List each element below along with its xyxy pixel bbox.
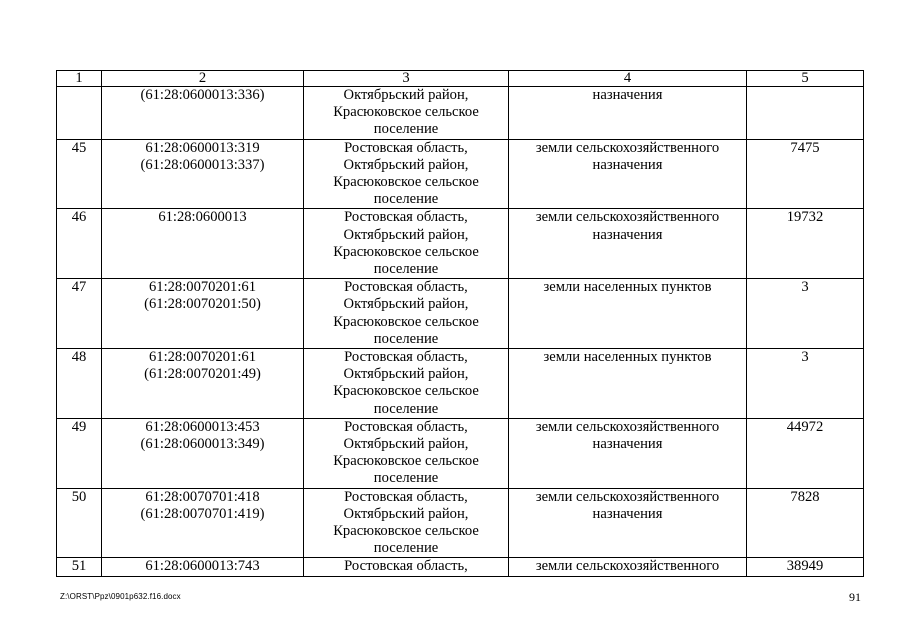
location-line: Ростовская область, [344, 349, 468, 366]
cadastral-number-line: 61:28:0600013:319 [145, 139, 260, 156]
land-plots-table [56, 70, 864, 577]
location-line: Ростовская область, [344, 209, 468, 226]
cadastral-number-cell [102, 558, 304, 576]
footer-file-path: Z:\ORST\Ppz\0901p632.f16.docx [60, 592, 181, 601]
location-line: Красюковское сельское [333, 453, 479, 470]
area-cell: 19732 [747, 209, 864, 279]
row-number-cell: 49 [57, 418, 102, 488]
location-line: поселение [373, 191, 439, 208]
location-line: поселение [373, 540, 439, 557]
land-category-cell [509, 209, 747, 279]
location-cell [304, 139, 509, 209]
column-header-2: 2 [102, 71, 304, 87]
cadastral-number-line: (61:28:0600013:336) [140, 87, 265, 103]
cadastral-number-cell [102, 139, 304, 209]
cadastral-number-line: 61:28:0070701:418 [145, 488, 260, 505]
land-category-cell [509, 87, 747, 140]
location-line: Октябрьский район, [343, 366, 469, 383]
row-number-cell: 46 [57, 209, 102, 279]
area-cell [747, 87, 864, 140]
table-header-row [57, 71, 864, 87]
cadastral-number-line: (61:28:0070201:49) [144, 366, 261, 383]
location-cell [304, 418, 509, 488]
area-cell: 44972 [747, 418, 864, 488]
table-row [57, 279, 864, 349]
land-category-line: земли населенных пунктов [543, 349, 712, 366]
land-category-line: земли сельскохозяйственного [535, 209, 720, 226]
location-cell [304, 488, 509, 558]
location-line: поселение [373, 330, 439, 347]
location-cell [304, 209, 509, 279]
row-number-cell: 51 [57, 558, 102, 576]
location-line: Октябрьский район, [343, 156, 469, 173]
table-row [57, 488, 864, 558]
location-line: Красюковское сельское [333, 104, 479, 121]
land-category-cell [509, 349, 747, 419]
location-line: Октябрьский район, [343, 226, 469, 243]
column-header-4: 4 [509, 71, 747, 87]
area-cell: 3 [747, 349, 864, 419]
cadastral-number-cell [102, 488, 304, 558]
land-category-line: земли сельскохозяйственного [535, 488, 720, 505]
location-line: Октябрьский район, [343, 296, 469, 313]
row-number-cell: 48 [57, 349, 102, 419]
cadastral-number-cell [102, 87, 304, 140]
location-line: Ростовская область, [344, 558, 468, 575]
cadastral-number-line: 61:28:0070201:61 [148, 349, 257, 366]
cadastral-number-line: (61:28:0070701:419) [140, 505, 265, 522]
table-row [57, 558, 864, 576]
location-line: Ростовская область, [344, 418, 468, 435]
land-category-line: назначения [592, 505, 663, 522]
location-line: поселение [373, 261, 439, 278]
cadastral-number-cell [102, 279, 304, 349]
location-line: Октябрьский район, [343, 87, 469, 103]
location-line: Ростовская область, [344, 488, 468, 505]
cadastral-number-line: (61:28:0070201:50) [144, 296, 261, 313]
location-cell [304, 349, 509, 419]
location-line: Красюковское сельское [333, 174, 479, 191]
land-category-line: назначения [592, 436, 663, 453]
location-line: поселение [373, 121, 439, 138]
land-category-cell [509, 279, 747, 349]
page-number: 91 [849, 590, 861, 604]
area-cell: 7828 [747, 488, 864, 558]
cadastral-number-line: 61:28:0600013:453 [145, 418, 260, 435]
column-header-5: 5 [747, 71, 864, 87]
column-header-3: 3 [304, 71, 509, 87]
location-line: Красюковское сельское [333, 383, 479, 400]
land-category-line: земли сельскохозяйственного [535, 558, 720, 575]
table-row [57, 87, 864, 140]
table-row [57, 349, 864, 419]
location-line: Красюковское сельское [333, 313, 479, 330]
cadastral-number-cell [102, 209, 304, 279]
cadastral-number-line: (61:28:0600013:349) [140, 436, 265, 453]
cadastral-number-line: 61:28:0600013 [158, 209, 247, 226]
land-category-cell [509, 488, 747, 558]
location-line: Ростовская область, [344, 279, 468, 296]
cadastral-number-line: (61:28:0600013:337) [140, 156, 265, 173]
land-category-line: земли населенных пунктов [543, 279, 712, 296]
row-number-cell: 45 [57, 139, 102, 209]
land-category-line: назначения [592, 226, 663, 243]
location-cell [304, 558, 509, 576]
land-category-line: назначения [592, 87, 663, 103]
area-cell: 3 [747, 279, 864, 349]
location-line: поселение [373, 470, 439, 487]
land-category-cell [509, 418, 747, 488]
location-line: Октябрьский район, [343, 505, 469, 522]
location-line: Октябрьский район, [343, 436, 469, 453]
land-category-cell [509, 558, 747, 576]
table-body [57, 71, 864, 577]
cadastral-number-line: 61:28:0600013:743 [145, 558, 260, 575]
cadastral-number-cell [102, 349, 304, 419]
cadastral-number-line: 61:28:0070201:61 [148, 279, 257, 296]
land-category-line: назначения [592, 156, 663, 173]
location-line: Красюковское сельское [333, 523, 479, 540]
row-number-cell [57, 87, 102, 140]
column-header-1: 1 [57, 71, 102, 87]
location-line: поселение [373, 400, 439, 417]
table-row [57, 418, 864, 488]
area-cell: 7475 [747, 139, 864, 209]
location-cell [304, 87, 509, 140]
area-cell: 38949 [747, 558, 864, 576]
row-number-cell: 50 [57, 488, 102, 558]
table-row [57, 139, 864, 209]
location-line: Красюковское сельское [333, 243, 479, 260]
land-category-line: земли сельскохозяйственного [535, 139, 720, 156]
location-cell [304, 279, 509, 349]
cadastral-number-cell [102, 418, 304, 488]
row-number-cell: 47 [57, 279, 102, 349]
land-category-cell [509, 139, 747, 209]
land-category-line: земли сельскохозяйственного [535, 418, 720, 435]
location-line: Ростовская область, [344, 139, 468, 156]
table-row [57, 209, 864, 279]
